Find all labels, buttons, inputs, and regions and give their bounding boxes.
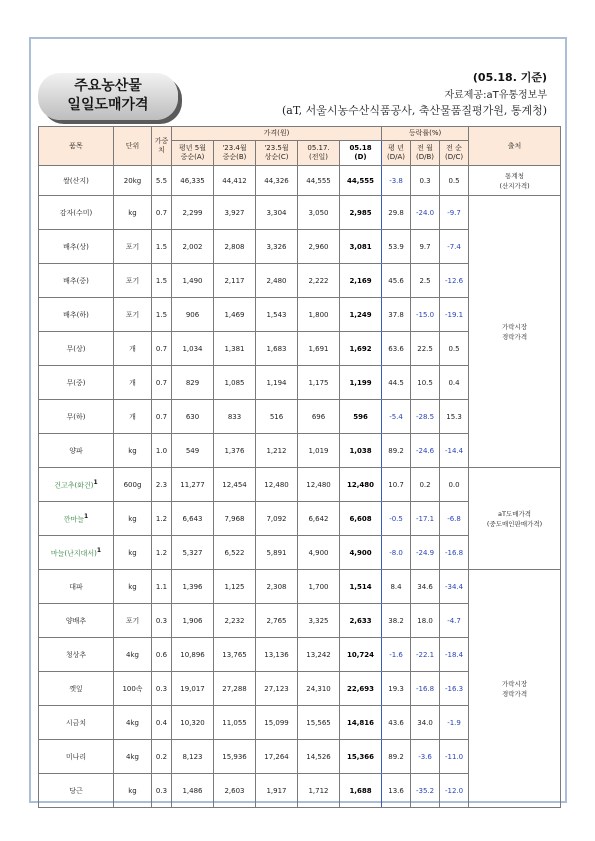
item-name: 당근 [69,786,83,795]
avg-price-cell: 1,396 [172,570,214,604]
rate-vs-avg-cell: 19.3 [382,672,411,706]
april-price-cell: 44,412 [214,166,256,196]
rate-vs-period-cell: -18.4 [440,638,469,672]
unit-cell: 100속 [114,672,152,706]
rate-vs-avg-cell: 43.6 [382,706,411,740]
april-price-cell: 11,055 [214,706,256,740]
avg-price-cell: 10,320 [172,706,214,740]
rate-vs-month-cell: 2.5 [411,264,440,298]
unit-cell: kg [114,434,152,468]
col-header-rate-month: 전 월 (D/B) [411,141,440,166]
rate-vs-period-cell: -11.0 [440,740,469,774]
source-cell [469,166,561,196]
april-price-cell: 2,603 [214,774,256,808]
april-price-cell: 7,968 [214,502,256,536]
rate-vs-period-cell: -34.4 [440,570,469,604]
reference-date: (05.18. 기준) [472,71,547,84]
april-price-cell: 1,125 [214,570,256,604]
unit-cell: 포기 [114,298,152,332]
weight-cell: 1.1 [152,570,172,604]
april-price-cell: 27,288 [214,672,256,706]
rate-vs-avg-cell: 89.2 [382,740,411,774]
rate-vs-period-cell: -12.0 [440,774,469,808]
april-price-cell: 3,927 [214,196,256,230]
rate-vs-month-cell: 0.2 [411,468,440,502]
rate-vs-month-cell: 22.5 [411,332,440,366]
weight-cell: 0.7 [152,366,172,400]
item-name: 배추(상) [63,242,89,251]
data-provider: 자료제공:aT유통정보부 [444,90,547,101]
table-row [39,570,561,604]
item-name: 배추(중) [63,276,89,285]
previous-day-price-cell: 15,565 [298,706,340,740]
unit-cell: 20kg [114,166,152,196]
rate-vs-avg-cell: 13.6 [382,774,411,808]
rate-vs-avg-cell: 37.8 [382,298,411,332]
today-price-cell: 4,900 [340,536,382,570]
today-price-cell: 6,608 [340,502,382,536]
source-detail: (중도매인판매가격) [486,519,543,528]
weight-cell: 1.5 [152,264,172,298]
rate-vs-avg-cell: 44.5 [382,366,411,400]
rate-vs-month-cell: -24.9 [411,536,440,570]
item-name-cell [39,740,114,774]
footnote-marker: 1 [96,546,102,554]
unit-cell: 포기 [114,264,152,298]
rate-vs-month-cell: 34.0 [411,706,440,740]
price-table-body [39,166,561,808]
item-name: 청상추 [65,650,87,659]
col-header-may-early: '23.5월 상순(C) [256,141,298,166]
footnote-marker: 1 [93,478,98,486]
rate-vs-month-cell: 34.6 [411,570,440,604]
may-early-price-cell: 1,683 [256,332,298,366]
item-name-cell [39,502,114,536]
previous-day-price-cell: 2,222 [298,264,340,298]
item-name: 무(중) [66,378,86,387]
data-sources: (aT, 서울시농수산식품공사, 축산물품질평가원, 통계청) [282,104,547,117]
previous-day-price-cell: 1,712 [298,774,340,808]
rate-vs-month-cell: -3.6 [411,740,440,774]
item-name: 대파 [69,582,83,591]
today-price-cell: 44,555 [340,166,382,196]
table-row [39,468,561,502]
source-cell [469,570,561,808]
today-price-cell: 1,199 [340,366,382,400]
avg-price-cell: 46,335 [172,166,214,196]
rate-vs-avg-cell: -8.0 [382,536,411,570]
unit-cell: 개 [114,400,152,434]
rate-vs-avg-cell: -5.4 [382,400,411,434]
col-header-unit: 단위 [114,127,152,166]
weight-cell: 1.2 [152,536,172,570]
previous-day-price-cell: 13,242 [298,638,340,672]
today-price-cell: 3,081 [340,230,382,264]
item-name-cell [39,264,114,298]
previous-day-price-cell: 696 [298,400,340,434]
rate-vs-avg-cell: -1.6 [382,638,411,672]
april-price-cell: 2,232 [214,604,256,638]
rate-vs-period-cell: -16.3 [440,672,469,706]
may-early-price-cell: 516 [256,400,298,434]
april-price-cell: 1,381 [214,332,256,366]
rate-vs-avg-cell: -0.5 [382,502,411,536]
source-cell [469,196,561,468]
source-detail: 경락가격 [502,689,528,698]
previous-day-price-cell: 24,310 [298,672,340,706]
rate-vs-period-cell: -6.8 [440,502,469,536]
avg-price-cell: 2,002 [172,230,214,264]
item-name-cell [39,604,114,638]
avg-price-cell: 2,299 [172,196,214,230]
item-name: 깻잎 [69,684,83,693]
rate-vs-period-cell: 0.5 [440,166,469,196]
avg-price-cell: 1,490 [172,264,214,298]
avg-price-cell: 8,123 [172,740,214,774]
previous-day-price-cell: 1,800 [298,298,340,332]
item-name-cell [39,774,114,808]
table-row [39,166,561,196]
today-price-cell: 2,985 [340,196,382,230]
rate-vs-period-cell: -14.4 [440,434,469,468]
unit-cell: 개 [114,366,152,400]
item-name-cell [39,570,114,604]
rate-vs-period-cell: -12.6 [440,264,469,298]
april-price-cell: 13,765 [214,638,256,672]
previous-day-price-cell: 6,642 [298,502,340,536]
avg-price-cell: 549 [172,434,214,468]
item-name-cell [39,638,114,672]
april-price-cell: 1,085 [214,366,256,400]
april-price-cell: 12,454 [214,468,256,502]
avg-price-cell: 630 [172,400,214,434]
today-price-cell: 1,688 [340,774,382,808]
may-early-price-cell: 15,099 [256,706,298,740]
rate-vs-period-cell: -1.9 [440,706,469,740]
item-name-cell [39,536,114,570]
april-price-cell: 833 [214,400,256,434]
previous-day-price-cell: 12,480 [298,468,340,502]
avg-price-cell: 1,906 [172,604,214,638]
col-header-rate-avg: 평 년 (D/A) [382,141,411,166]
rate-vs-month-cell: -24.6 [411,434,440,468]
weight-cell: 0.7 [152,332,172,366]
weight-cell: 0.3 [152,774,172,808]
rate-vs-avg-cell: 29.8 [382,196,411,230]
item-name: 마늘(난지대서) [50,549,97,558]
avg-price-cell: 1,034 [172,332,214,366]
price-table [38,126,561,808]
col-header-rate-period: 전 순 (D/C) [440,141,469,166]
rate-vs-avg-cell: 10.7 [382,468,411,502]
unit-cell: kg [114,502,152,536]
rate-vs-month-cell: 9.7 [411,230,440,264]
col-header-april-mid: '23.4월 중순(B) [214,141,256,166]
rate-vs-avg-cell: 53.9 [382,230,411,264]
avg-price-cell: 10,896 [172,638,214,672]
previous-day-price-cell: 14,526 [298,740,340,774]
rate-vs-period-cell: 0.4 [440,366,469,400]
today-price-cell: 14,816 [340,706,382,740]
previous-day-price-cell: 1,175 [298,366,340,400]
item-name-cell [39,332,114,366]
april-price-cell: 2,808 [214,230,256,264]
source-cell [469,468,561,570]
weight-cell: 0.7 [152,400,172,434]
may-early-price-cell: 1,212 [256,434,298,468]
today-price-cell: 10,724 [340,638,382,672]
rate-vs-month-cell: -24.0 [411,196,440,230]
unit-cell: kg [114,570,152,604]
weight-cell: 1.5 [152,230,172,264]
previous-day-price-cell: 44,555 [298,166,340,196]
may-early-price-cell: 7,092 [256,502,298,536]
unit-cell: 개 [114,332,152,366]
today-price-cell: 15,366 [340,740,382,774]
item-name-cell [39,298,114,332]
rate-vs-avg-cell: -3.8 [382,166,411,196]
today-price-cell: 2,633 [340,604,382,638]
source-name: 가락시장 [502,679,528,688]
source-name: 통계청 [505,171,524,180]
item-name-cell [39,706,114,740]
unit-cell: 4kg [114,638,152,672]
item-name-cell [39,166,114,196]
weight-cell: 0.4 [152,706,172,740]
previous-day-price-cell: 3,325 [298,604,340,638]
weight-cell: 1.0 [152,434,172,468]
may-early-price-cell: 3,304 [256,196,298,230]
previous-day-price-cell: 1,700 [298,570,340,604]
col-header-price-group: 가격(원) [172,127,382,141]
rate-vs-month-cell: -16.8 [411,672,440,706]
previous-day-price-cell: 4,900 [298,536,340,570]
rate-vs-period-cell: -19.1 [440,298,469,332]
table-row [39,196,561,230]
may-early-price-cell: 1,917 [256,774,298,808]
weight-cell: 2.3 [152,468,172,502]
weight-cell: 1.5 [152,298,172,332]
rate-vs-period-cell: 15.3 [440,400,469,434]
rate-vs-period-cell: -7.4 [440,230,469,264]
item-name: 건고추(화건) [54,481,94,490]
previous-day-price-cell: 1,019 [298,434,340,468]
item-name-cell [39,434,114,468]
previous-day-price-cell: 2,960 [298,230,340,264]
may-early-price-cell: 17,264 [256,740,298,774]
col-header-source: 출처 [469,127,561,166]
source-name: 가락시장 [502,322,528,331]
item-name: 무(하) [66,412,86,421]
item-name-cell [39,468,114,502]
rate-vs-period-cell: 0.0 [440,468,469,502]
may-early-price-cell: 44,326 [256,166,298,196]
unit-cell: 포기 [114,230,152,264]
col-header-item: 품목 [39,127,114,166]
col-header-previous-day: 05.17. (전일) [298,141,340,166]
rate-vs-month-cell: -35.2 [411,774,440,808]
today-price-cell: 1,514 [340,570,382,604]
item-name: 감자(수미) [59,208,93,217]
item-name: 배추(하) [63,310,89,319]
may-early-price-cell: 27,123 [256,672,298,706]
may-early-price-cell: 3,326 [256,230,298,264]
weight-cell: 0.7 [152,196,172,230]
today-price-cell: 1,692 [340,332,382,366]
rate-vs-avg-cell: 38.2 [382,604,411,638]
rate-vs-period-cell: -16.8 [440,536,469,570]
weight-cell: 0.6 [152,638,172,672]
col-header-avg-may: 평년 5월 중순(A) [172,141,214,166]
may-early-price-cell: 2,765 [256,604,298,638]
col-header-today: 05.18 (D) [340,141,382,166]
weight-cell: 0.3 [152,672,172,706]
avg-price-cell: 5,327 [172,536,214,570]
weight-cell: 0.3 [152,604,172,638]
rate-vs-period-cell: -4.7 [440,604,469,638]
avg-price-cell: 906 [172,298,214,332]
avg-price-cell: 19,017 [172,672,214,706]
today-price-cell: 22,693 [340,672,382,706]
today-price-cell: 12,480 [340,468,382,502]
item-name-cell [39,400,114,434]
today-price-cell: 1,249 [340,298,382,332]
title-line1: 주요농산물 [74,78,142,94]
april-price-cell: 2,117 [214,264,256,298]
item-name: 미나리 [65,752,87,761]
source-detail: 경락가격 [502,332,528,341]
source-name: aT도매가격 [498,509,532,518]
april-price-cell: 15,936 [214,740,256,774]
rate-vs-avg-cell: 63.6 [382,332,411,366]
source-detail: (산지가격) [499,181,530,190]
rate-vs-avg-cell: 89.2 [382,434,411,468]
avg-price-cell: 1,486 [172,774,214,808]
may-early-price-cell: 1,543 [256,298,298,332]
item-name-cell [39,196,114,230]
rate-vs-month-cell: 10.5 [411,366,440,400]
may-early-price-cell: 1,194 [256,366,298,400]
weight-cell: 0.2 [152,740,172,774]
rate-vs-avg-cell: 45.6 [382,264,411,298]
item-name: 시금치 [65,718,87,727]
rate-vs-period-cell: -9.7 [440,196,469,230]
previous-day-price-cell: 1,691 [298,332,340,366]
title-line2: 일일도매가격 [67,97,149,113]
april-price-cell: 1,469 [214,298,256,332]
weight-cell: 1.2 [152,502,172,536]
title-badge [38,73,178,120]
may-early-price-cell: 5,891 [256,536,298,570]
unit-cell: 600g [114,468,152,502]
unit-cell: kg [114,536,152,570]
avg-price-cell: 829 [172,366,214,400]
today-price-cell: 1,038 [340,434,382,468]
footnote-marker: 1 [84,512,89,520]
unit-cell: 포기 [114,604,152,638]
rate-vs-month-cell: -28.5 [411,400,440,434]
rate-vs-month-cell: 0.3 [411,166,440,196]
item-name-cell [39,230,114,264]
avg-price-cell: 11,277 [172,468,214,502]
rate-vs-avg-cell: 8.4 [382,570,411,604]
previous-day-price-cell: 3,050 [298,196,340,230]
april-price-cell: 6,522 [214,536,256,570]
today-price-cell: 596 [340,400,382,434]
item-name-cell [39,672,114,706]
item-name: 양배추 [65,616,87,625]
unit-cell: 4kg [114,740,152,774]
item-name: 깐마늘 [63,515,85,524]
weight-cell: 5.5 [152,166,172,196]
rate-vs-month-cell: -15.0 [411,298,440,332]
unit-cell: kg [114,196,152,230]
may-early-price-cell: 2,480 [256,264,298,298]
avg-price-cell: 6,643 [172,502,214,536]
may-early-price-cell: 2,308 [256,570,298,604]
col-header-weight: 가중치 [152,127,172,166]
item-name-cell [39,366,114,400]
rate-vs-period-cell: 0.5 [440,332,469,366]
col-header-rate-group: 등락률(%) [382,127,469,141]
may-early-price-cell: 13,136 [256,638,298,672]
rate-vs-month-cell: -22.1 [411,638,440,672]
item-name: 무(상) [66,344,86,353]
unit-cell: kg [114,774,152,808]
item-name: 쌀(산지) [63,176,89,185]
may-early-price-cell: 12,480 [256,468,298,502]
unit-cell: 4kg [114,706,152,740]
rate-vs-month-cell: -17.1 [411,502,440,536]
today-price-cell: 2,169 [340,264,382,298]
rate-vs-month-cell: 18.0 [411,604,440,638]
item-name: 양파 [69,446,83,455]
april-price-cell: 1,376 [214,434,256,468]
